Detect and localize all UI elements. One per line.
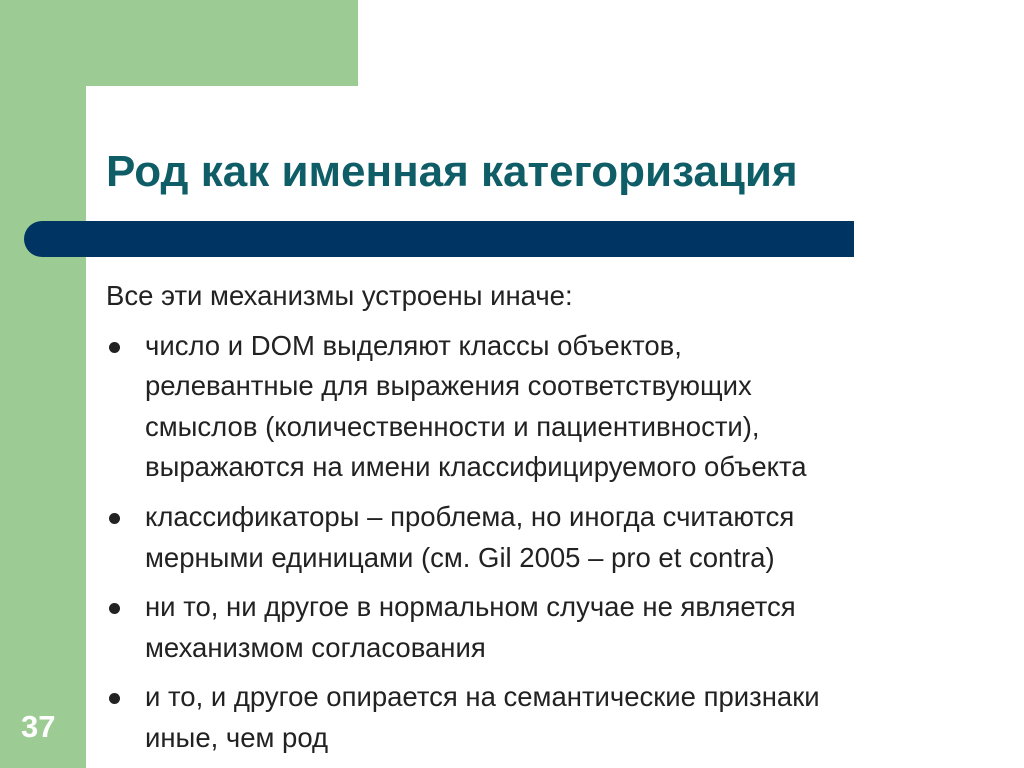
slide-title: Род как именная категоризация <box>106 147 798 196</box>
bullet-line: иные, чем род <box>145 721 329 753</box>
bullet-dot-icon <box>109 603 120 614</box>
bullet-line: смыслов (количественности и пациентивности), <box>145 410 760 442</box>
bullet-dot-icon <box>109 513 120 524</box>
bullet-line: ни то, ни другое в нормальном случае не является <box>145 591 796 623</box>
decorative-green-sidebar <box>0 0 86 768</box>
bullet-line: выражаются на имени классифицируемого объекта <box>145 451 807 483</box>
intro-text: Все эти механизмы устроены иначе: <box>106 280 573 311</box>
decorative-green-header-block <box>0 0 358 86</box>
bullet-line: классификаторы – проблема, но иногда считаются <box>145 500 795 532</box>
bullet-line: и то, и другое опирается на семантические признаки <box>145 681 820 713</box>
bullet-line: механизмом согласования <box>145 631 486 663</box>
bullet-item <box>106 497 1006 578</box>
page-number: 37 <box>21 709 56 744</box>
bullet-item <box>106 677 1006 758</box>
bullet-list <box>106 326 1006 759</box>
bullet-item <box>106 587 1006 668</box>
bullet-item <box>106 326 1006 488</box>
bullet-line: число и DOM выделяют классы объектов, <box>145 329 682 361</box>
title-underline-bar <box>24 221 854 257</box>
slide-body <box>106 276 1006 759</box>
bullet-dot-icon <box>109 342 120 353</box>
bullet-line: мерными единицами (см. Gil 2005 – pro et contra) <box>145 541 775 573</box>
bullet-line: релевантные для выражения соответствующих <box>145 370 752 402</box>
bullet-dot-icon <box>109 693 120 704</box>
